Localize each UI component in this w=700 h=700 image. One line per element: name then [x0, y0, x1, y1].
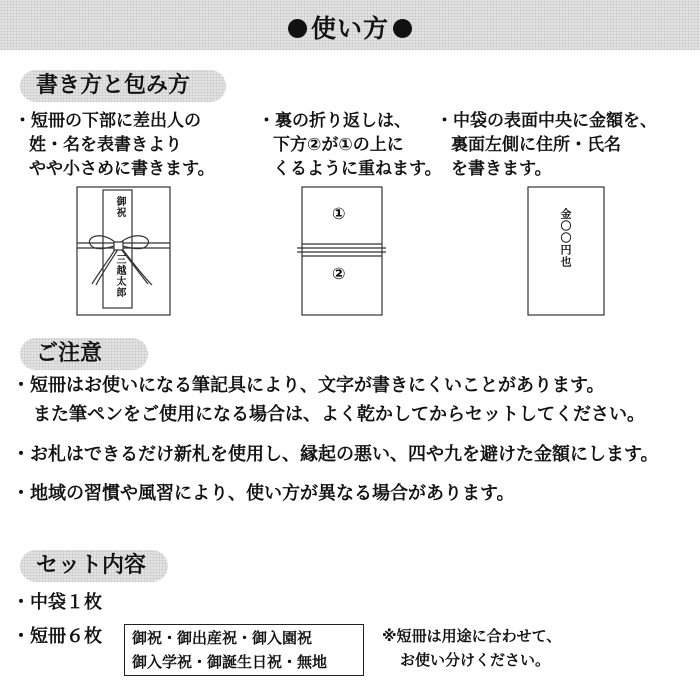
- strip-name-text: 三越太郎: [114, 254, 125, 298]
- caution-item: ・お札はできるだけ新札を使用し、縁起の悪い、四や九を避けた金額にします。: [12, 444, 659, 465]
- bullet-dot-right-icon: [393, 19, 412, 38]
- section-heading-how-to-write: 書き方と包み方: [20, 70, 226, 102]
- strip-top-text: 御祝: [114, 196, 125, 218]
- instruction-col-2: [258, 109, 442, 181]
- instruction-line: ・短冊の下部に差出人の: [14, 111, 201, 131]
- instruction-line: 裏面左側に住所・氏名: [451, 135, 621, 155]
- instruction-line: を書きます。: [451, 159, 552, 179]
- strip-types-line: 御祝・御出産祝・御入園祝: [132, 629, 313, 647]
- strip-types-line: 御入学祝・御誕生日祝・無地: [132, 653, 328, 671]
- section-heading-caution: ご注意: [20, 338, 148, 370]
- envelope-back-illustration: [296, 186, 386, 316]
- usage-note-line: ※短冊は用途に合わせて、: [382, 627, 562, 645]
- caution-item: また筆ペンをご使用になる場合は、よく乾かしてからセットしてください。: [33, 404, 645, 425]
- page-title-text: 使い方: [310, 14, 389, 43]
- page-title: [0, 9, 700, 45]
- envelope-front-illustration: [76, 186, 171, 316]
- usage-note: [382, 624, 561, 672]
- set-item-inner-envelope: ・中袋１枚: [12, 592, 102, 613]
- section-heading-set-contents: セット内容: [20, 550, 168, 582]
- instruction-line: くるように重ねます。: [273, 159, 442, 179]
- amount-text: 金〇〇円也: [559, 208, 572, 268]
- instruction-line: ・中袋の表面中央に金額を、: [436, 111, 657, 131]
- caution-item: ・地域の習慣や風習により、使い方が異なる場合があります。: [12, 483, 515, 504]
- fold-mark-2: ②: [332, 264, 346, 283]
- strip-types-box: [124, 624, 364, 676]
- instruction-col-1: [14, 109, 215, 181]
- bullet-dot-left-icon: [288, 19, 307, 38]
- usage-note-line: お使い分けください。: [400, 651, 551, 669]
- caution-item: ・短冊はお使いになる筆記具により、文字が書きにくいことがあります。: [12, 375, 605, 396]
- instruction-line: ・裏の折り返しは、: [258, 111, 411, 131]
- instruction-col-3: [436, 109, 657, 181]
- instruction-line: 下方②が①の上に: [273, 135, 404, 155]
- set-item-strips: ・短冊６枚: [12, 626, 102, 647]
- inner-envelope-illustration: [527, 186, 605, 316]
- fold-mark-1: ①: [332, 204, 346, 223]
- instruction-line: やや小さめに書きます。: [29, 159, 215, 179]
- instruction-line: 姓・名を表書きより: [29, 135, 182, 155]
